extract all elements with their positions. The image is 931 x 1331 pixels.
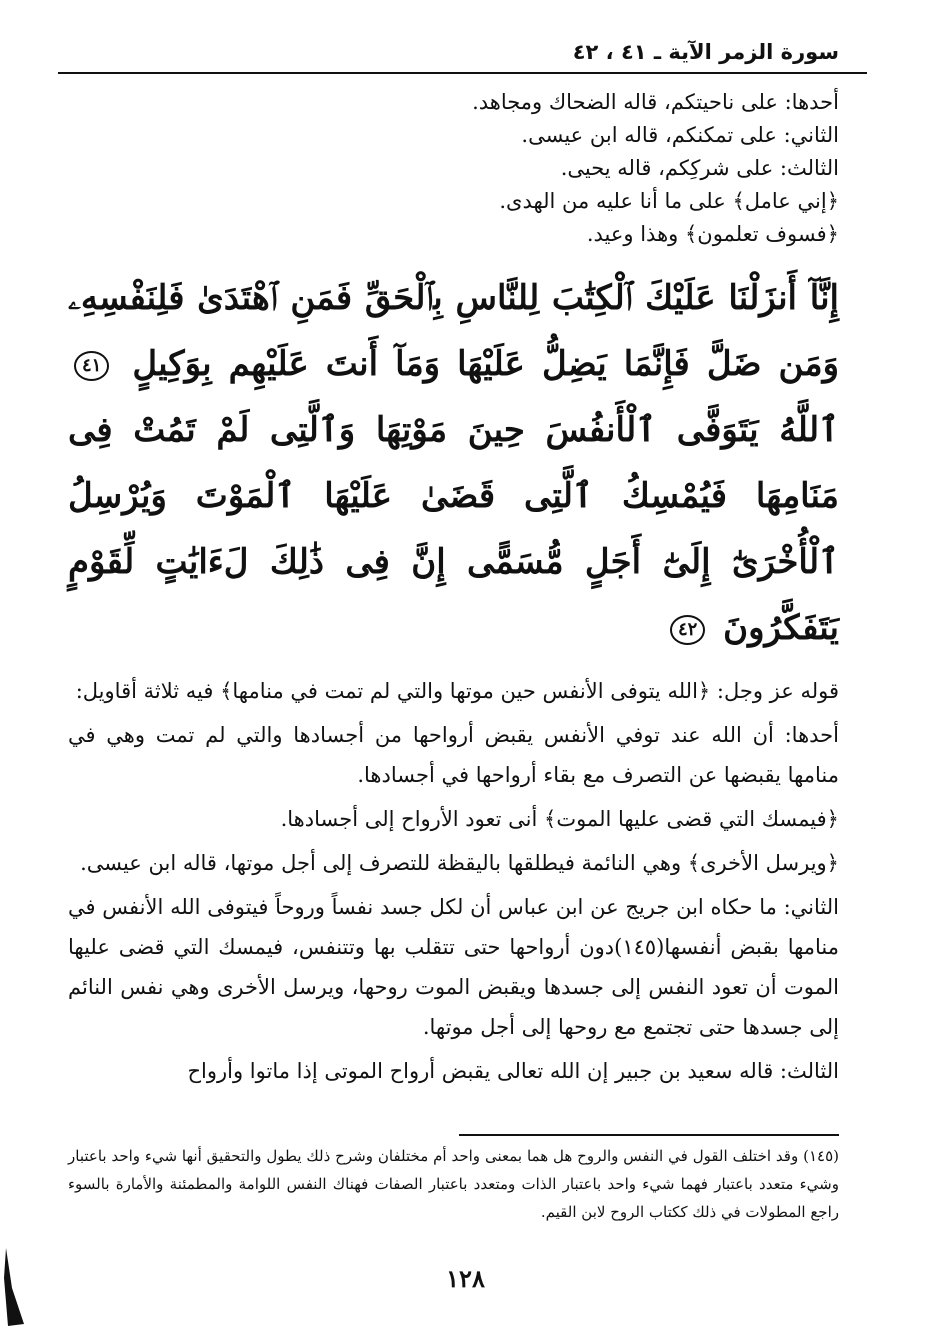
- intro-line-2: الثاني: على تمكنكم، قاله ابن عيسى.: [521, 123, 839, 147]
- commentary-para-6: الثالث: قاله سعيد بن جبير إن الله تعالى يقبض أرواح الموتى إذا ماتوا وأرواح: [187, 1059, 839, 1083]
- verse-number-42: ٤٢: [670, 615, 705, 645]
- main-content: [68, 86, 839, 1095]
- footnote: (١٤٥) وقد اختلف القول في النفس والروح هل هما بمعنى واحد أم مختلفان وشرح ذلك يطول والتحقيق أنها شيء واحد باعتبار وشيء متعدد باعتبار فهما شيء واحد باعتبار الذات ومتعدد باعتبار الصفات فهناك النفس اللوامة والمطمئنة والأمارة بالسوء راجع المطولات في ذلك ككتاب الروح لابن القيم.: [68, 1147, 839, 1221]
- commentary-para-5: الثاني: ما حكاه ابن جريج عن ابن عباس أن لكل جسد نفساً وروحاً فيتوفى الله الأنفس في منامها بقبض أنفسها(١٤٥)دون أرواحها حتى تتقلب بها وتتنفس، فيمسك التي قضى عليها الموت أن تعود النفس إلى جسدها ويقبض الموت روحها، ويرسل الأخرى وهي نفس النائم إلى جسدها حتى تجتمع مع روحها إلى أجل موتها.: [68, 895, 840, 1039]
- intro-line-4: ﴿إني عامل﴾ على ما أنا عليه من الهدى.: [499, 189, 839, 213]
- intro-line-3: الثالث: على شركِكم، قاله يحيى.: [560, 156, 839, 180]
- commentary-para-1: قوله عز وجل: ﴿الله يتوفى الأنفس حين موتها والتي لم تمت في منامها﴾ فيه ثلاثة أقاويل:: [75, 679, 839, 703]
- verse-text-41: إِنَّآ أَنزَلْنَا عَلَيْكَ ٱلْكِتَٰبَ لِلنَّاسِ بِٱلْحَقِّ فَمَنِ ٱهْتَدَىٰ فَلِنَفْسِهِۦ وَمَن ضَلَّ فَإِنَّمَا يَضِلُّ عَلَيْهَا وَمَآ أَنتَ عَلَيْهِم بِوَكِيلٍ: [68, 278, 840, 384]
- verse-text-42: ٱللَّهُ يَتَوَفَّى ٱلْأَنفُسَ حِينَ مَوْتِهَا وَٱلَّتِى لَمْ تَمُتْ فِى مَنَامِهَا فَيُمْسِكُ ٱلَّتِى قَضَىٰ عَلَيْهَا ٱلْمَوْتَ وَيُرْسِلُ ٱلْأُخْرَىٰٓ إِلَىٰٓ أَجَلٍ مُّسَمًّى إِنَّ فِى ذَٰلِكَ لَءَايَٰتٍ لِّقَوْمٍ يَتَفَكَّرُونَ: [68, 410, 839, 648]
- verse-number-41: ٤١: [74, 351, 109, 381]
- intro-line-1: أحدها: على ناحيتكم، قاله الضحاك ومجاهد.: [472, 90, 839, 114]
- commentary: [68, 671, 839, 1091]
- page-header: [55, 30, 839, 64]
- commentary-para-3: ﴿فيمسك التي قضى عليها الموت﴾ أنى تعود الأرواح إلى أجسادها.: [280, 807, 839, 831]
- commentary-para-4: ﴿ويرسل الأخرى﴾ وهي النائمة فيطلقها باليقظة للتصرف إلى أجل موتها، قاله ابن عيسى.: [80, 851, 839, 875]
- commentary-para-2: أحدها: أن الله عند توفي الأنفس يقبض أرواحها من أجسادها والتي لم تمت وهي في منامها يقبضها عن التصرف مع بقاء أرواحها في أجسادها.: [68, 723, 839, 787]
- footnote-rule: [459, 1134, 839, 1136]
- intro-line-5: ﴿فسوف تعلمون﴾ وهذا وعيد.: [586, 222, 839, 246]
- quran-verse: [68, 265, 839, 661]
- page-number: ١٢٨: [446, 1264, 485, 1293]
- header-rule: [58, 72, 867, 74]
- page-edge-shadow: [4, 1248, 26, 1326]
- running-title: سورة الزمر الآية ـ ٤١ ، ٤٢: [572, 40, 839, 64]
